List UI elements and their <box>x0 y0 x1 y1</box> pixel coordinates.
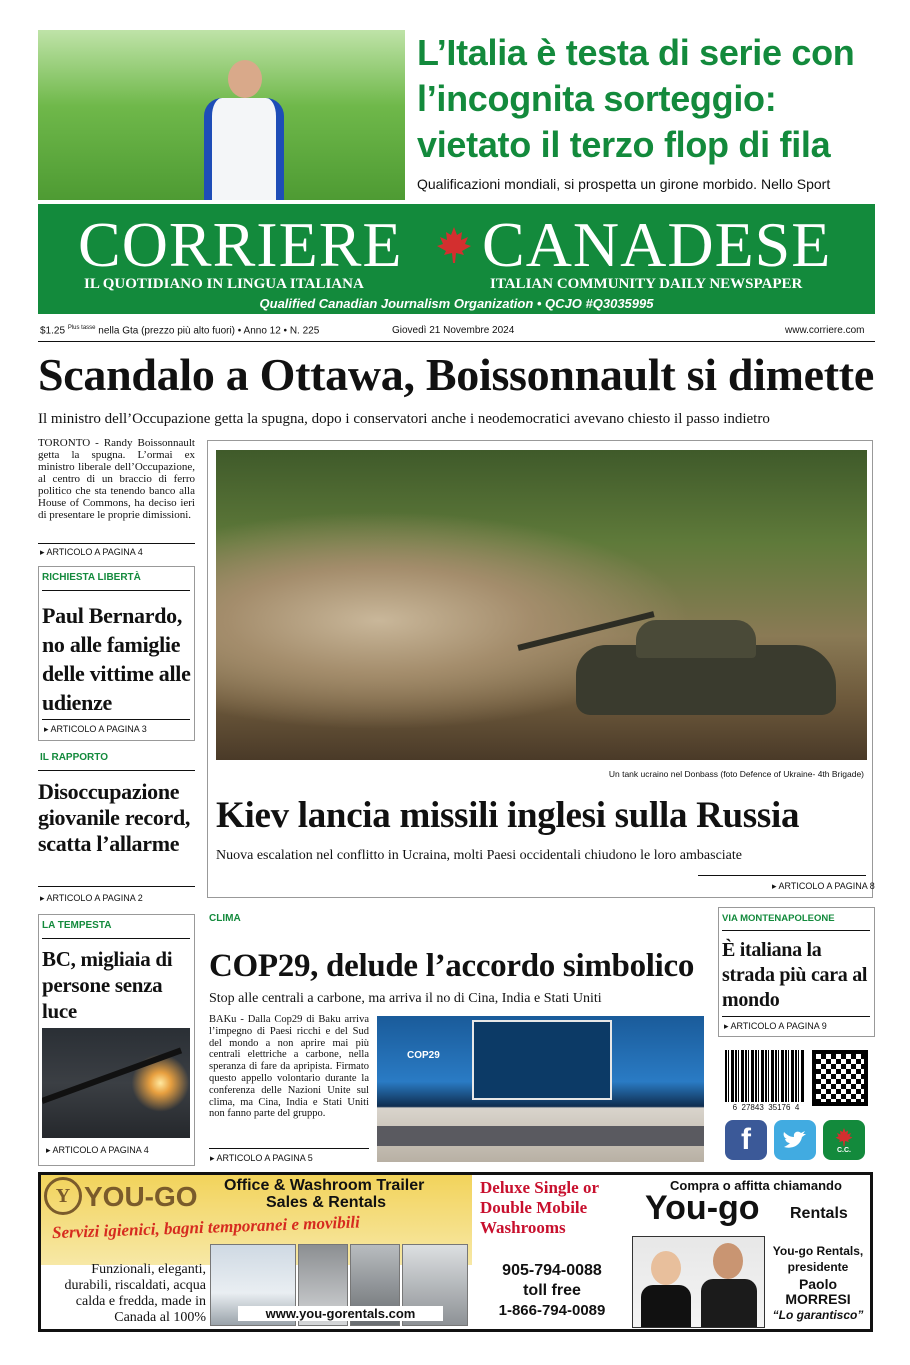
main-headline[interactable]: Kiev lancia missili inglesi sulla Russia <box>216 795 800 836</box>
qr-code[interactable] <box>812 1050 868 1106</box>
montenapo-more-link[interactable]: ▸ ARTICOLO A PAGINA 9 <box>724 1021 827 1031</box>
montenapo-rule <box>722 930 870 931</box>
side2-rule <box>38 770 195 771</box>
lead-deck: Il ministro dell’Occupazione getta la spugna, dopo i conservatori anche i neodemocratici avevano chiesto il passo indietro <box>38 411 770 427</box>
side2-more-link[interactable]: ▸ ARTICOLO A PAGINA 2 <box>40 893 143 903</box>
main-photo <box>216 450 867 760</box>
price: $1.25 <box>40 325 66 337</box>
cop-screen-text: COP29 <box>407 1050 440 1061</box>
side3-more-link[interactable]: ▸ ARTICOLO A PAGINA 4 <box>46 1145 149 1155</box>
cc-label: C.C. <box>837 1146 851 1154</box>
side3-kicker: LA TEMPESTA <box>42 920 112 931</box>
ad-phone2[interactable]: 1-866-794-0089 <box>498 1302 606 1319</box>
side2-rule-bottom <box>38 886 195 887</box>
top-photo <box>38 30 405 200</box>
ad-pres4: MORRESI <box>785 1291 851 1307</box>
lead-rule <box>38 543 195 544</box>
ad-pres2: presidente <box>787 1260 849 1274</box>
masthead-name-left: CORRIERE <box>78 209 403 280</box>
corriere-icon[interactable] <box>823 1120 865 1160</box>
top-headline[interactable]: L’Italia è testa di serie con l’incognita sorteggio: vietato il terzo flop di fila <box>417 32 855 165</box>
cop-rule <box>209 1148 369 1149</box>
ad-compra: Compra o affitta chiamando <box>670 1178 842 1193</box>
montenapo-headline[interactable]: È italiana la strada più cara al mondo <box>722 939 868 1011</box>
ad-pres3: Paolo <box>798 1276 838 1292</box>
coach-figure <box>188 60 298 200</box>
side3-photo <box>42 1028 190 1138</box>
cop-deck: Stop alle centrali a carbone, ma arriva il no di Cina, India e Stati Uniti <box>209 991 602 1006</box>
masthead-qcjo: Qualified Canadian Journalism Organization • QCJO #Q3035995 <box>259 296 654 311</box>
twitter-icon[interactable] <box>774 1120 816 1160</box>
side1-more-link[interactable]: ▸ ARTICOLO A PAGINA 3 <box>44 724 147 734</box>
montenapo-kicker: VIA MONTENAPOLEONE <box>722 913 835 924</box>
lead-more-link[interactable]: ▸ ARTICOLO A PAGINA 4 <box>40 547 143 557</box>
lead-body: TORONTO - Randy Boissonnault getta la spugna. L’ormai ex ministro liberale dell’Occupazione, al centro di un braccio di ferro politico che sta tenendo banco alla House of Commons, ha deciso ieri di presentare le proprie dimissioni. <box>38 437 195 521</box>
facebook-icon[interactable]: f <box>725 1120 767 1160</box>
dateline-price <box>40 325 319 336</box>
side1-headline[interactable]: Paul Bernardo, no alle famiglie delle vittime alle udienze <box>42 603 191 715</box>
cop-headline[interactable]: COP29, delude l’accordo simbolico <box>209 948 695 984</box>
price-note: Plus tasse <box>67 325 96 331</box>
side3-rule <box>42 938 190 939</box>
barcode <box>725 1050 805 1102</box>
masthead-tagline-right: ITALIAN COMMUNITY DAILY NEWSPAPER <box>490 276 803 292</box>
edition: nella Gta (prezzo più alto fuori) • Anno 12 • N. 225 <box>98 325 320 337</box>
ad-features: Funzionali, eleganti, durabili, riscaldati, acqua calda e fredda, made in Canada al 100% <box>64 1262 206 1325</box>
ad-yougo: You-go <box>645 1189 760 1227</box>
side1-rule-bottom <box>42 719 190 720</box>
masthead-name-right: CANADESE <box>482 209 832 280</box>
dateline-rule <box>38 341 875 342</box>
main-rule <box>698 875 866 876</box>
top-subhead: Qualificazioni mondiali, si prospetta un girone morbido. Nello Sport <box>417 176 831 192</box>
ad-line2: Sales & Rentals <box>266 1194 387 1211</box>
ad-brand: YOU-GO <box>84 1181 198 1212</box>
side2-headline[interactable]: Disoccupazione giovanile record, scatta l’allarme <box>38 779 191 856</box>
ad-banner: Servizi igienici, bagni temporanei e movibili <box>51 1212 361 1243</box>
maple-leaf-icon <box>434 225 474 265</box>
side3-headline[interactable]: BC, migliaia di persone senza luce <box>42 947 173 1023</box>
yougo-logo-icon: Y <box>44 1177 82 1215</box>
dateline-url[interactable]: www.corriere.com <box>785 325 865 336</box>
ad-pres1: You-go Rentals, <box>772 1244 864 1258</box>
side1-kicker: RICHIESTA LIBERTÀ <box>42 572 141 583</box>
ad-tollfree: toll free <box>523 1282 581 1299</box>
dateline-date: Giovedì 21 Novembre 2024 <box>392 325 515 336</box>
cop-kicker: CLIMA <box>209 913 241 924</box>
ad-photo-president <box>632 1236 765 1328</box>
lead-headline[interactable]: Scandalo a Ottawa, Boissonnault si dimette <box>38 349 874 400</box>
main-caption: Un tank ucraino nel Donbass (foto Defence of Ukraine- 4th Brigade) <box>608 769 864 779</box>
ad-quote: “Lo garantisco” <box>772 1308 864 1322</box>
ad-phone1[interactable]: 905-794-0088 <box>502 1262 602 1279</box>
ad-rentals: Rentals <box>790 1205 848 1222</box>
side2-kicker: IL RAPPORTO <box>40 752 108 763</box>
cop-screen <box>472 1020 612 1100</box>
cop-photo <box>377 1016 704 1162</box>
cop-more-link[interactable]: ▸ ARTICOLO A PAGINA 5 <box>210 1153 313 1163</box>
ad-deluxe: Deluxe Single or Double Mobile Washrooms <box>480 1178 599 1237</box>
montenapo-rule-bottom <box>722 1016 870 1017</box>
cop-body: BAKu - Dalla Cop29 di Baku arriva l’impegno di Paesi ricchi e del Sud del mondo a non aprire mai più centrali elettriche a carbone, nella speranza di fare da apripista. Firmato questo appello volontario durante la conferenza delle Nazioni Unite sul clima, ma Cina, India e Stati Uniti non fanno parte del gruppo. <box>209 1014 369 1120</box>
barcode-digits: 6 27843 35176 4 <box>732 1103 800 1112</box>
ad-line1: Office & Washroom Trailer <box>224 1177 425 1194</box>
masthead-tagline-left: IL QUOTIDIANO IN LINGUA ITALIANA <box>84 276 364 292</box>
main-deck: Nuova escalation nel conflitto in Ucraina, molti Paesi occidentali chiudono le loro ambasciate <box>216 848 742 863</box>
ad-web[interactable]: www.you-gorentals.com <box>238 1306 443 1321</box>
main-more-link[interactable]: ▸ ARTICOLO A PAGINA 8 <box>772 881 875 891</box>
side1-rule <box>42 590 190 591</box>
